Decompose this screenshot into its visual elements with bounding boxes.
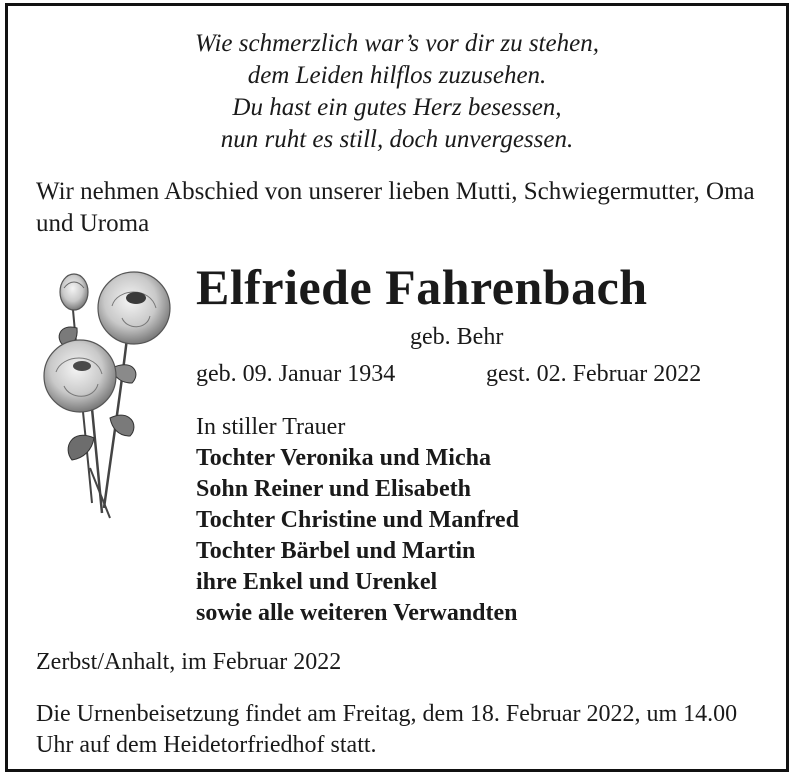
death-date: gest. 02. Februar 2022 xyxy=(486,361,702,387)
mourner-line: Tochter Bärbel und Martin xyxy=(196,538,476,564)
poem-line: nun ruht es still, doch unvergessen. xyxy=(220,126,574,153)
poem xyxy=(8,28,786,156)
mourner-line: Sohn Reiner und Elisabeth xyxy=(196,476,471,502)
mourner-line: ihre Enkel und Urenkel xyxy=(196,569,438,595)
maiden-name: geb. Behr xyxy=(410,324,504,350)
birth-date: geb. 09. Januar 1934 xyxy=(196,361,396,387)
mourners-list xyxy=(196,412,519,629)
mourner-line: Tochter Veronika und Micha xyxy=(196,445,491,471)
intro-text: Wir nehmen Abschied von unserer lieben Mutti, Schwiegermutter, Oma und Uroma xyxy=(36,178,755,237)
poem-line: dem Leiden hilflos zuzusehen. xyxy=(247,62,547,89)
poem-line: Du hast ein gutes Herz besessen, xyxy=(232,94,562,121)
mourner-line: Tochter Christine und Manfred xyxy=(196,507,519,533)
poem-line: Wie schmerzlich war’s vor dir zu stehen, xyxy=(195,30,599,57)
place-date: Zerbst/Anhalt, im Februar 2022 xyxy=(36,649,342,675)
mourner-line: sowie alle weiteren Verwandten xyxy=(196,600,518,626)
obituary-notice xyxy=(5,3,789,772)
mourners-heading: In stiller Trauer xyxy=(196,414,346,440)
burial-notice: Die Urnenbeisetzung findet am Freitag, dem 18. Februar 2022, um 14.00 Uhr auf dem Heidetorfriedhof statt. xyxy=(36,701,738,758)
deceased-name: Elfriede Fahrenbach xyxy=(196,259,648,315)
roses-icon xyxy=(32,268,182,528)
